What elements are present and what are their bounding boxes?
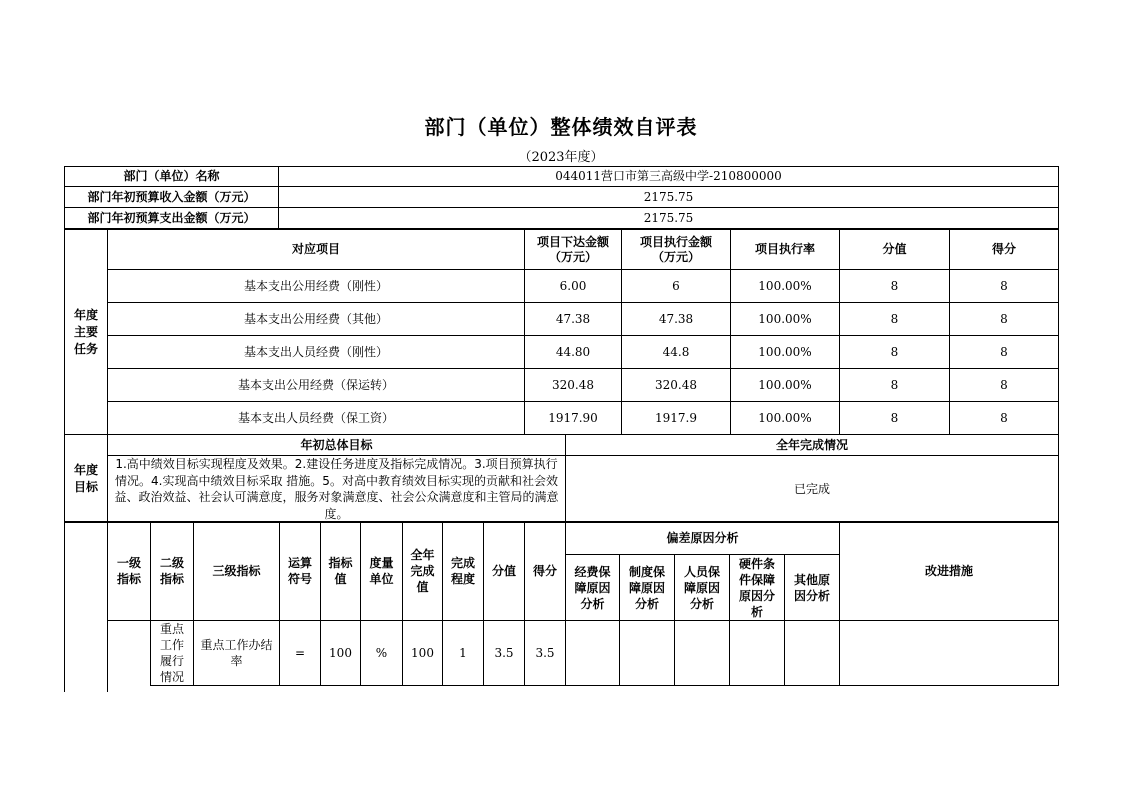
task-name: 基本支出公用经费（保运转） xyxy=(108,369,525,402)
task-name: 基本支出人员经费（刚性） xyxy=(108,336,525,369)
task-row xyxy=(65,303,1059,336)
expense-label: 部门年初预算支出金额（万元） xyxy=(65,208,279,229)
deviation-header: 偏差原因分析 xyxy=(566,522,840,555)
income-label: 部门年初预算收入金额（万元） xyxy=(65,187,279,208)
indicator-header-points: 得分 xyxy=(525,522,566,621)
task-rate: 100.00% xyxy=(731,270,840,303)
task-score: 8 xyxy=(840,336,950,369)
task-points: 8 xyxy=(950,270,1059,303)
income-value: 2175.75 xyxy=(279,187,1059,208)
task-name: 基本支出公用经费（刚性） xyxy=(108,270,525,303)
deviation-other-header: 其他原因分析 xyxy=(785,555,840,621)
tasks-header-score: 分值 xyxy=(840,230,950,270)
report-year: （2023年度） xyxy=(518,150,604,165)
task-points: 8 xyxy=(950,369,1059,402)
task-rate: 100.00% xyxy=(731,303,840,336)
indicator-row xyxy=(65,621,1059,686)
task-executed: 1917.9 xyxy=(622,402,731,435)
indicator-header-degree: 完成程度 xyxy=(443,522,484,621)
tasks-header-issued: 项目下达金额（万元） xyxy=(525,230,622,270)
task-executed: 44.8 xyxy=(622,336,731,369)
task-score: 8 xyxy=(840,369,950,402)
indicator-header-annual: 全年完成值 xyxy=(403,522,443,621)
indicator-header-level2: 二级指标 xyxy=(151,522,194,621)
tasks-header-rate: 项目执行率 xyxy=(731,230,840,270)
continuation-line xyxy=(107,686,108,692)
indicator-points: 3.5 xyxy=(525,621,566,686)
task-issued: 6.00 xyxy=(525,270,622,303)
indicator-header-level1: 一级指标 xyxy=(108,522,151,621)
task-row xyxy=(65,336,1059,369)
indicator-header-operator: 运算符号 xyxy=(280,522,321,621)
goals-table xyxy=(64,434,1059,523)
goals-section-label: 年度目标 xyxy=(65,435,108,523)
deviation-system-header: 制度保障原因分析 xyxy=(620,555,675,621)
task-score: 8 xyxy=(840,270,950,303)
task-name: 基本支出公用经费（其他） xyxy=(108,303,525,336)
overall-goal-text: 1.高中绩效目标实现程度及效果。2.建设任务进度及指标完成情况。3.项目预算执行情况。4.实现高中绩效目标采取 措施。5。对高中教育绩效目标实现的贡献和社会效益、政治效益、社会认可满意度，服务对象满意度、社会公众满意度和主管局的满意度。 xyxy=(108,456,566,523)
task-issued: 1917.90 xyxy=(525,402,622,435)
tasks-header-points: 得分 xyxy=(950,230,1059,270)
task-score: 8 xyxy=(840,402,950,435)
completion-header: 全年完成情况 xyxy=(566,435,1059,456)
completion-text: 已完成 xyxy=(566,456,1059,523)
indicator-level1 xyxy=(108,621,151,686)
task-row xyxy=(65,270,1059,303)
dept-name-label: 部门（单位）名称 xyxy=(65,167,279,187)
indicator-operator: = xyxy=(280,621,321,686)
expense-value: 2175.75 xyxy=(279,208,1059,229)
indicator-improve-cell xyxy=(840,621,1059,686)
indicator-header-target: 指标值 xyxy=(321,522,361,621)
tasks-header-item: 对应项目 xyxy=(108,230,525,270)
task-row xyxy=(65,369,1059,402)
task-rate: 100.00% xyxy=(731,402,840,435)
indicator-unit: % xyxy=(361,621,403,686)
summary-table xyxy=(64,166,1059,229)
task-points: 8 xyxy=(950,336,1059,369)
overall-goal-header: 年初总体目标 xyxy=(108,435,566,456)
indicator-staff-cell xyxy=(675,621,730,686)
indicator-header-level3: 三级指标 xyxy=(194,522,280,621)
indicator-level3: 重点工作办结率 xyxy=(194,621,280,686)
tasks-table xyxy=(64,229,1059,435)
task-executed: 320.48 xyxy=(622,369,731,402)
page-title: 部门（单位）整体绩效自评表 xyxy=(424,115,698,139)
indicator-annual: 100 xyxy=(403,621,443,686)
indicator-hardware-cell xyxy=(730,621,785,686)
tasks-header-executed: 项目执行金额（万元） xyxy=(622,230,731,270)
tasks-section-label: 年度主要任务 xyxy=(65,230,108,435)
indicators-table xyxy=(64,521,1059,686)
indicator-other-cell xyxy=(785,621,840,686)
indicator-header-unit: 度量单位 xyxy=(361,522,403,621)
indicator-score: 3.5 xyxy=(484,621,525,686)
task-rate: 100.00% xyxy=(731,336,840,369)
task-points: 8 xyxy=(950,402,1059,435)
task-points: 8 xyxy=(950,303,1059,336)
indicator-degree: 1 xyxy=(443,621,484,686)
deviation-funding-header: 经费保障原因分析 xyxy=(566,555,620,621)
task-rate: 100.00% xyxy=(731,369,840,402)
indicator-level2: 重点工作履行情况 xyxy=(151,621,194,686)
task-executed: 6 xyxy=(622,270,731,303)
task-row xyxy=(65,402,1059,435)
indicator-funding-cell xyxy=(566,621,620,686)
indicators-section-label xyxy=(65,522,108,686)
task-issued: 47.38 xyxy=(525,303,622,336)
continuation-line xyxy=(64,686,65,692)
task-score: 8 xyxy=(840,303,950,336)
indicator-target: 100 xyxy=(321,621,361,686)
deviation-hardware-header: 硬件条件保障原因分析 xyxy=(730,555,785,621)
indicator-system-cell xyxy=(620,621,675,686)
task-name: 基本支出人员经费（保工资） xyxy=(108,402,525,435)
improve-header: 改进措施 xyxy=(840,522,1059,621)
deviation-staff-header: 人员保障原因分析 xyxy=(675,555,730,621)
task-issued: 320.48 xyxy=(525,369,622,402)
dept-name-value: 044011营口市第三高级中学-210800000 xyxy=(279,167,1059,187)
task-executed: 47.38 xyxy=(622,303,731,336)
indicator-header-score: 分值 xyxy=(484,522,525,621)
task-issued: 44.80 xyxy=(525,336,622,369)
